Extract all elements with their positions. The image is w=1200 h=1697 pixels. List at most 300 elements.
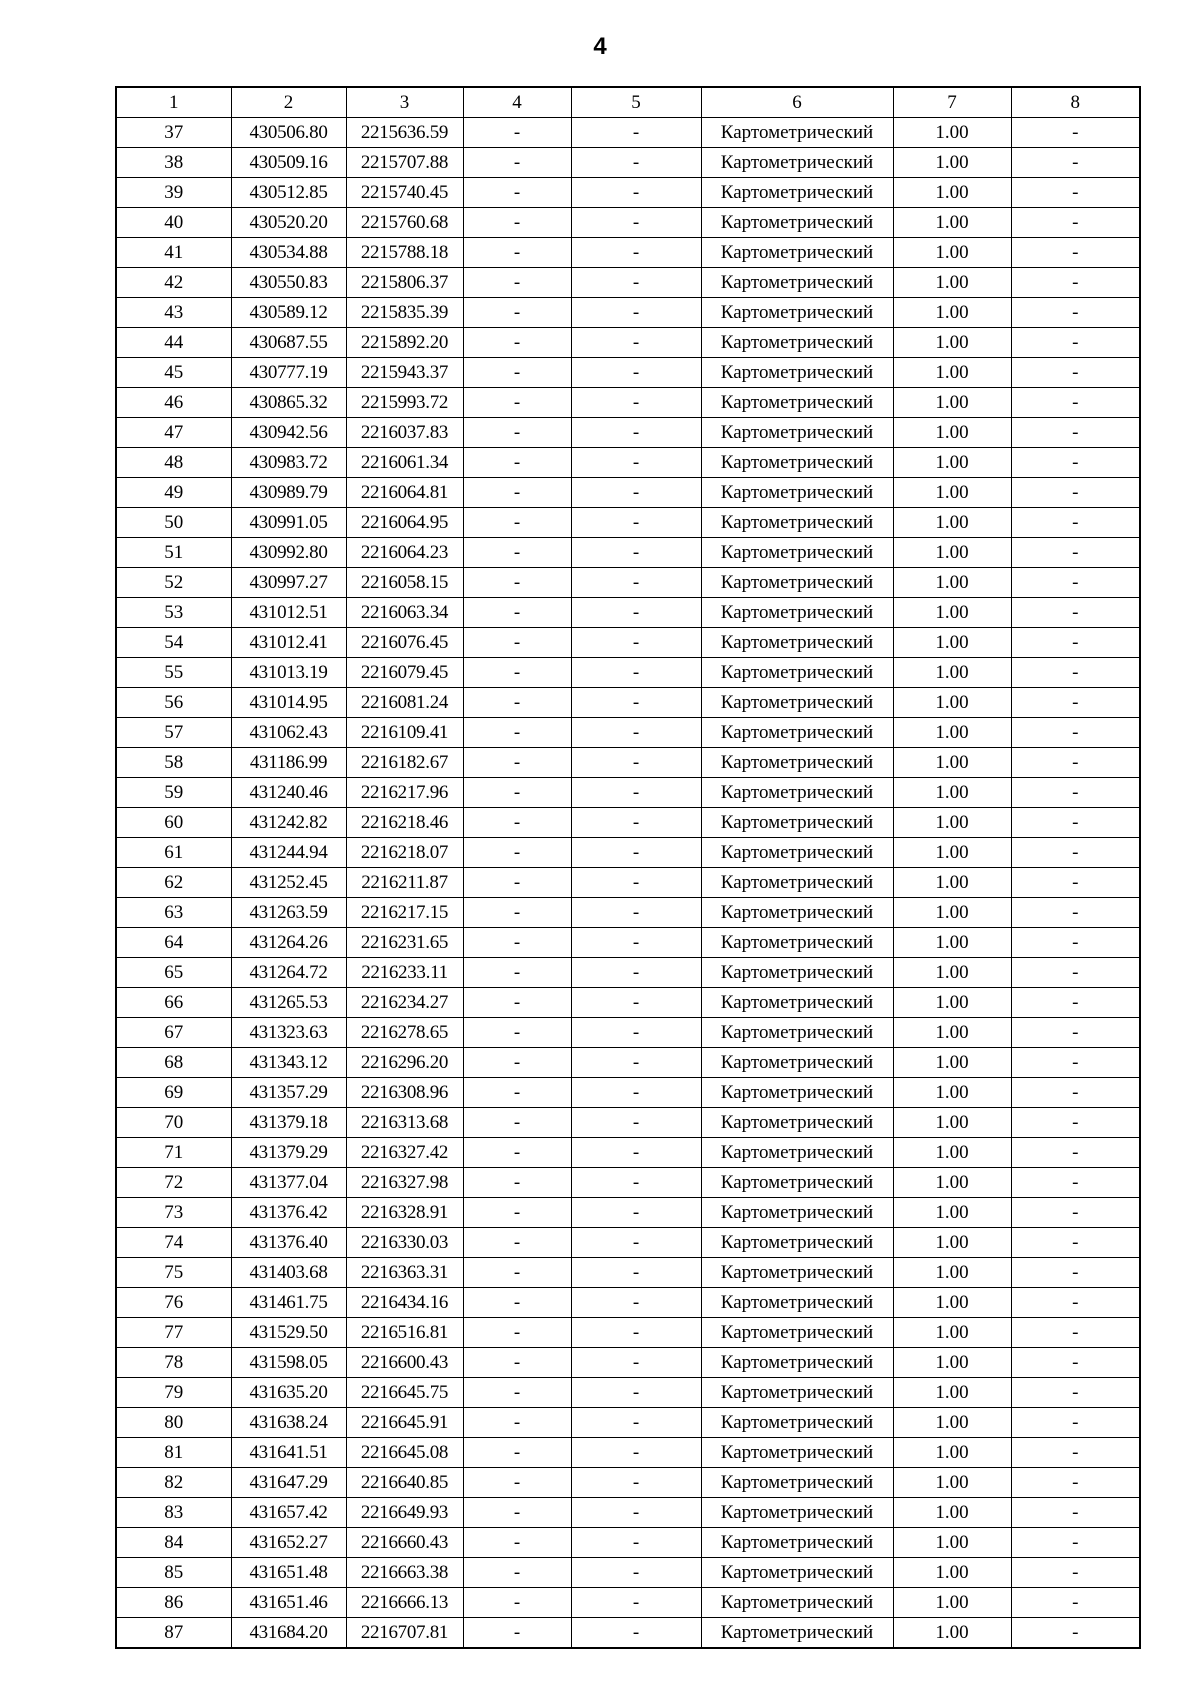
cell-col-8-value: - <box>1011 268 1140 298</box>
cell-point-number: 81 <box>116 1438 231 1468</box>
table-row <box>116 328 1140 358</box>
cell-coordinate-y: 2216234.27 <box>346 988 463 1018</box>
cell-method: Картометрический <box>701 508 893 538</box>
cell-coordinate-y: 2215740.45 <box>346 178 463 208</box>
cell-accuracy: 1.00 <box>893 1198 1011 1228</box>
cell-point-number: 56 <box>116 688 231 718</box>
cell-coordinate-y: 2216076.45 <box>346 628 463 658</box>
cell-col-4-value: - <box>463 538 571 568</box>
cell-col-4-value: - <box>463 1198 571 1228</box>
cell-col-5-value: - <box>571 1048 701 1078</box>
cell-coordinate-x: 431012.41 <box>231 628 346 658</box>
cell-point-number: 67 <box>116 1018 231 1048</box>
cell-method: Картометрический <box>701 718 893 748</box>
cell-coordinate-x: 431638.24 <box>231 1408 346 1438</box>
cell-col-4-value: - <box>463 508 571 538</box>
table-row <box>116 1558 1140 1588</box>
cell-col-8-value: - <box>1011 958 1140 988</box>
cell-accuracy: 1.00 <box>893 1438 1011 1468</box>
cell-col-8-value: - <box>1011 1498 1140 1528</box>
cell-accuracy: 1.00 <box>893 568 1011 598</box>
cell-col-4-value: - <box>463 1168 571 1198</box>
cell-col-4-value: - <box>463 1468 571 1498</box>
cell-coordinate-y: 2216081.24 <box>346 688 463 718</box>
cell-method: Картометрический <box>701 1408 893 1438</box>
cell-accuracy: 1.00 <box>893 1228 1011 1258</box>
cell-coordinate-x: 430512.85 <box>231 178 346 208</box>
cell-coordinate-y: 2215636.59 <box>346 118 463 148</box>
table-row <box>116 688 1140 718</box>
cell-col-4-value: - <box>463 1228 571 1258</box>
cell-method: Картометрический <box>701 1498 893 1528</box>
cell-col-4-value: - <box>463 328 571 358</box>
cell-coordinate-y: 2216296.20 <box>346 1048 463 1078</box>
cell-point-number: 77 <box>116 1318 231 1348</box>
cell-method: Картометрический <box>701 1378 893 1408</box>
cell-coordinate-x: 430991.05 <box>231 508 346 538</box>
cell-accuracy: 1.00 <box>893 448 1011 478</box>
cell-point-number: 75 <box>116 1258 231 1288</box>
cell-accuracy: 1.00 <box>893 1288 1011 1318</box>
cell-coordinate-x: 431598.05 <box>231 1348 346 1378</box>
cell-coordinate-x: 430942.56 <box>231 418 346 448</box>
cell-coordinate-x: 431376.40 <box>231 1228 346 1258</box>
cell-coordinate-y: 2216061.34 <box>346 448 463 478</box>
cell-col-4-value: - <box>463 988 571 1018</box>
cell-col-8-value: - <box>1011 388 1140 418</box>
cell-method: Картометрический <box>701 898 893 928</box>
cell-point-number: 51 <box>116 538 231 568</box>
cell-point-number: 52 <box>116 568 231 598</box>
cell-col-8-value: - <box>1011 628 1140 658</box>
cell-coordinate-x: 430777.19 <box>231 358 346 388</box>
cell-col-8-value: - <box>1011 1348 1140 1378</box>
cell-col-5-value: - <box>571 808 701 838</box>
cell-coordinate-y: 2216327.98 <box>346 1168 463 1198</box>
cell-col-8-value: - <box>1011 1378 1140 1408</box>
cell-method: Картометрический <box>701 1108 893 1138</box>
cell-col-8-value: - <box>1011 1108 1140 1138</box>
cell-col-4-value: - <box>463 178 571 208</box>
cell-accuracy: 1.00 <box>893 1378 1011 1408</box>
cell-coordinate-y: 2215892.20 <box>346 328 463 358</box>
cell-method: Картометрический <box>701 208 893 238</box>
cell-col-8-value: - <box>1011 1078 1140 1108</box>
cell-col-8-value: - <box>1011 1168 1140 1198</box>
cell-col-5-value: - <box>571 748 701 778</box>
cell-col-8-value: - <box>1011 118 1140 148</box>
cell-point-number: 38 <box>116 148 231 178</box>
cell-col-5-value: - <box>571 208 701 238</box>
cell-col-8-value: - <box>1011 418 1140 448</box>
cell-col-5-value: - <box>571 1468 701 1498</box>
cell-coordinate-x: 431265.53 <box>231 988 346 1018</box>
cell-point-number: 80 <box>116 1408 231 1438</box>
cell-col-5-value: - <box>571 1588 701 1618</box>
cell-col-4-value: - <box>463 718 571 748</box>
cell-point-number: 37 <box>116 118 231 148</box>
cell-coordinate-x: 431062.43 <box>231 718 346 748</box>
column-header-5: 5 <box>571 87 701 118</box>
cell-coordinate-x: 430687.55 <box>231 328 346 358</box>
cell-method: Картометрический <box>701 328 893 358</box>
table-row <box>116 178 1140 208</box>
table-row <box>116 388 1140 418</box>
cell-accuracy: 1.00 <box>893 1558 1011 1588</box>
cell-col-4-value: - <box>463 568 571 598</box>
cell-col-5-value: - <box>571 1288 701 1318</box>
cell-col-4-value: - <box>463 1438 571 1468</box>
cell-coordinate-x: 431323.63 <box>231 1018 346 1048</box>
cell-col-5-value: - <box>571 1438 701 1468</box>
cell-point-number: 60 <box>116 808 231 838</box>
table-row <box>116 778 1140 808</box>
cell-point-number: 53 <box>116 598 231 628</box>
cell-col-4-value: - <box>463 1408 571 1438</box>
cell-col-8-value: - <box>1011 778 1140 808</box>
cell-accuracy: 1.00 <box>893 358 1011 388</box>
cell-coordinate-y: 2216064.95 <box>346 508 463 538</box>
cell-coordinate-y: 2216037.83 <box>346 418 463 448</box>
cell-col-8-value: - <box>1011 1438 1140 1468</box>
cell-coordinate-y: 2216058.15 <box>346 568 463 598</box>
cell-method: Картометрический <box>701 118 893 148</box>
cell-point-number: 79 <box>116 1378 231 1408</box>
table-row <box>116 1138 1140 1168</box>
cell-col-5-value: - <box>571 148 701 178</box>
cell-coordinate-y: 2216308.96 <box>346 1078 463 1108</box>
cell-col-8-value: - <box>1011 598 1140 628</box>
column-header-8: 8 <box>1011 87 1140 118</box>
cell-coordinate-x: 431529.50 <box>231 1318 346 1348</box>
cell-coordinate-y: 2215835.39 <box>346 298 463 328</box>
cell-coordinate-x: 430989.79 <box>231 478 346 508</box>
cell-coordinate-y: 2216434.16 <box>346 1288 463 1318</box>
table-row <box>116 478 1140 508</box>
cell-coordinate-y: 2216278.65 <box>346 1018 463 1048</box>
cell-col-4-value: - <box>463 148 571 178</box>
cell-col-8-value: - <box>1011 448 1140 478</box>
cell-col-4-value: - <box>463 658 571 688</box>
cell-col-5-value: - <box>571 1228 701 1258</box>
cell-coordinate-x: 430509.16 <box>231 148 346 178</box>
cell-col-8-value: - <box>1011 898 1140 928</box>
cell-point-number: 76 <box>116 1288 231 1318</box>
cell-coordinate-x: 431379.18 <box>231 1108 346 1138</box>
cell-col-5-value: - <box>571 958 701 988</box>
cell-coordinate-x: 431244.94 <box>231 838 346 868</box>
cell-accuracy: 1.00 <box>893 538 1011 568</box>
cell-method: Картометрический <box>701 538 893 568</box>
cell-col-4-value: - <box>463 1558 571 1588</box>
cell-col-5-value: - <box>571 778 701 808</box>
cell-accuracy: 1.00 <box>893 958 1011 988</box>
cell-col-5-value: - <box>571 928 701 958</box>
cell-method: Картометрический <box>701 598 893 628</box>
table-row <box>116 448 1140 478</box>
cell-coordinate-y: 2216211.87 <box>346 868 463 898</box>
cell-coordinate-y: 2216666.13 <box>346 1588 463 1618</box>
table-row <box>116 1588 1140 1618</box>
cell-col-5-value: - <box>571 118 701 148</box>
cell-coordinate-x: 431252.45 <box>231 868 346 898</box>
cell-method: Картометрический <box>701 988 893 1018</box>
column-header-6: 6 <box>701 87 893 118</box>
cell-point-number: 55 <box>116 658 231 688</box>
cell-method: Картометрический <box>701 808 893 838</box>
cell-method: Картометрический <box>701 1138 893 1168</box>
cell-coordinate-x: 431242.82 <box>231 808 346 838</box>
cell-coordinate-x: 430865.32 <box>231 388 346 418</box>
coordinates-table <box>115 86 1141 1649</box>
cell-method: Картометрический <box>701 148 893 178</box>
cell-point-number: 39 <box>116 178 231 208</box>
cell-col-8-value: - <box>1011 238 1140 268</box>
cell-coordinate-x: 431013.19 <box>231 658 346 688</box>
cell-col-8-value: - <box>1011 928 1140 958</box>
cell-accuracy: 1.00 <box>893 898 1011 928</box>
cell-accuracy: 1.00 <box>893 988 1011 1018</box>
cell-accuracy: 1.00 <box>893 1618 1011 1649</box>
cell-coordinate-y: 2215806.37 <box>346 268 463 298</box>
cell-point-number: 40 <box>116 208 231 238</box>
table-row <box>116 868 1140 898</box>
cell-method: Картометрический <box>701 1198 893 1228</box>
cell-coordinate-y: 2216233.11 <box>346 958 463 988</box>
cell-col-4-value: - <box>463 868 571 898</box>
cell-coordinate-x: 431651.48 <box>231 1558 346 1588</box>
cell-col-4-value: - <box>463 1078 571 1108</box>
cell-accuracy: 1.00 <box>893 658 1011 688</box>
cell-coordinate-x: 430589.12 <box>231 298 346 328</box>
cell-coordinate-x: 431379.29 <box>231 1138 346 1168</box>
cell-col-5-value: - <box>571 1528 701 1558</box>
cell-coordinate-y: 2216064.23 <box>346 538 463 568</box>
cell-accuracy: 1.00 <box>893 838 1011 868</box>
cell-col-5-value: - <box>571 418 701 448</box>
table-row <box>116 1288 1140 1318</box>
cell-accuracy: 1.00 <box>893 238 1011 268</box>
table-row <box>116 958 1140 988</box>
cell-col-4-value: - <box>463 808 571 838</box>
cell-method: Картометрический <box>701 1078 893 1108</box>
cell-accuracy: 1.00 <box>893 1468 1011 1498</box>
cell-col-5-value: - <box>571 718 701 748</box>
cell-point-number: 61 <box>116 838 231 868</box>
cell-accuracy: 1.00 <box>893 1258 1011 1288</box>
cell-col-8-value: - <box>1011 1288 1140 1318</box>
table-row <box>116 1468 1140 1498</box>
cell-accuracy: 1.00 <box>893 1048 1011 1078</box>
cell-accuracy: 1.00 <box>893 748 1011 778</box>
table-row <box>116 1258 1140 1288</box>
cell-coordinate-x: 431647.29 <box>231 1468 346 1498</box>
column-header-1: 1 <box>116 87 231 118</box>
cell-coordinate-x: 431657.42 <box>231 1498 346 1528</box>
cell-accuracy: 1.00 <box>893 148 1011 178</box>
cell-col-8-value: - <box>1011 508 1140 538</box>
cell-col-8-value: - <box>1011 838 1140 868</box>
table-row <box>116 148 1140 178</box>
cell-coordinate-x: 431264.72 <box>231 958 346 988</box>
cell-method: Картометрический <box>701 238 893 268</box>
cell-method: Картометрический <box>701 748 893 778</box>
page-number: 4 <box>593 33 607 60</box>
cell-point-number: 68 <box>116 1048 231 1078</box>
cell-col-8-value: - <box>1011 688 1140 718</box>
cell-col-4-value: - <box>463 1138 571 1168</box>
cell-coordinate-x: 430997.27 <box>231 568 346 598</box>
cell-col-4-value: - <box>463 1288 571 1318</box>
cell-method: Картометрический <box>701 268 893 298</box>
cell-coordinate-x: 431263.59 <box>231 898 346 928</box>
cell-coordinate-y: 2216660.43 <box>346 1528 463 1558</box>
cell-point-number: 42 <box>116 268 231 298</box>
cell-coordinate-y: 2216079.45 <box>346 658 463 688</box>
cell-accuracy: 1.00 <box>893 928 1011 958</box>
cell-method: Картометрический <box>701 868 893 898</box>
table-row <box>116 1498 1140 1528</box>
cell-method: Картометрический <box>701 418 893 448</box>
cell-method: Картометрический <box>701 358 893 388</box>
cell-col-5-value: - <box>571 1198 701 1228</box>
cell-accuracy: 1.00 <box>893 508 1011 538</box>
cell-point-number: 45 <box>116 358 231 388</box>
cell-col-4-value: - <box>463 598 571 628</box>
cell-point-number: 71 <box>116 1138 231 1168</box>
cell-method: Картометрический <box>701 448 893 478</box>
cell-accuracy: 1.00 <box>893 1498 1011 1528</box>
cell-coordinate-y: 2215760.68 <box>346 208 463 238</box>
cell-coordinate-x: 431357.29 <box>231 1078 346 1108</box>
table-row <box>116 118 1140 148</box>
cell-method: Картометрический <box>701 1288 893 1318</box>
cell-point-number: 84 <box>116 1528 231 1558</box>
cell-coordinate-y: 2216218.07 <box>346 838 463 868</box>
cell-point-number: 78 <box>116 1348 231 1378</box>
cell-coordinate-x: 430550.83 <box>231 268 346 298</box>
table-row <box>116 1438 1140 1468</box>
cell-col-5-value: - <box>571 628 701 658</box>
cell-method: Картометрический <box>701 688 893 718</box>
cell-col-4-value: - <box>463 208 571 238</box>
cell-point-number: 70 <box>116 1108 231 1138</box>
cell-point-number: 47 <box>116 418 231 448</box>
cell-point-number: 86 <box>116 1588 231 1618</box>
cell-coordinate-x: 431343.12 <box>231 1048 346 1078</box>
table-row <box>116 598 1140 628</box>
cell-col-8-value: - <box>1011 1318 1140 1348</box>
cell-coordinate-x: 431641.51 <box>231 1438 346 1468</box>
cell-point-number: 72 <box>116 1168 231 1198</box>
cell-col-5-value: - <box>571 1018 701 1048</box>
cell-col-8-value: - <box>1011 1528 1140 1558</box>
cell-col-5-value: - <box>571 898 701 928</box>
cell-coordinate-y: 2216217.15 <box>346 898 463 928</box>
table-row <box>116 928 1140 958</box>
cell-col-4-value: - <box>463 268 571 298</box>
column-header-3: 3 <box>346 87 463 118</box>
table-row <box>116 1348 1140 1378</box>
cell-point-number: 46 <box>116 388 231 418</box>
cell-method: Картометрический <box>701 178 893 208</box>
cell-point-number: 87 <box>116 1618 231 1649</box>
table-row <box>116 748 1140 778</box>
cell-coordinate-y: 2216645.75 <box>346 1378 463 1408</box>
table-row <box>116 568 1140 598</box>
table-row <box>116 658 1140 688</box>
table-row <box>116 1618 1140 1649</box>
table-row <box>116 628 1140 658</box>
table-row <box>116 1378 1140 1408</box>
cell-coordinate-x: 431264.26 <box>231 928 346 958</box>
cell-col-8-value: - <box>1011 658 1140 688</box>
table-row <box>116 838 1140 868</box>
cell-point-number: 73 <box>116 1198 231 1228</box>
cell-point-number: 54 <box>116 628 231 658</box>
cell-method: Картометрический <box>701 568 893 598</box>
cell-col-5-value: - <box>571 508 701 538</box>
cell-method: Картометрический <box>701 1258 893 1288</box>
cell-coordinate-x: 431377.04 <box>231 1168 346 1198</box>
table-row <box>116 238 1140 268</box>
cell-method: Картометрический <box>701 1438 893 1468</box>
cell-col-8-value: - <box>1011 358 1140 388</box>
cell-method: Картометрический <box>701 1588 893 1618</box>
cell-col-5-value: - <box>571 1498 701 1528</box>
cell-accuracy: 1.00 <box>893 1588 1011 1618</box>
cell-col-5-value: - <box>571 268 701 298</box>
table-row <box>116 358 1140 388</box>
cell-col-5-value: - <box>571 328 701 358</box>
cell-coordinate-y: 2216707.81 <box>346 1618 463 1649</box>
table-row <box>116 898 1140 928</box>
table-row <box>116 1528 1140 1558</box>
cell-coordinate-y: 2216330.03 <box>346 1228 463 1258</box>
cell-method: Картометрический <box>701 658 893 688</box>
cell-coordinate-x: 431461.75 <box>231 1288 346 1318</box>
cell-accuracy: 1.00 <box>893 718 1011 748</box>
cell-method: Картометрический <box>701 298 893 328</box>
table-row <box>116 1228 1140 1258</box>
cell-col-4-value: - <box>463 1618 571 1649</box>
cell-col-4-value: - <box>463 448 571 478</box>
cell-coordinate-y: 2216217.96 <box>346 778 463 808</box>
cell-col-5-value: - <box>571 1558 701 1588</box>
cell-coordinate-y: 2216064.81 <box>346 478 463 508</box>
cell-coordinate-y: 2216218.46 <box>346 808 463 838</box>
cell-col-8-value: - <box>1011 988 1140 1018</box>
cell-col-4-value: - <box>463 928 571 958</box>
cell-method: Картометрический <box>701 1318 893 1348</box>
cell-col-8-value: - <box>1011 808 1140 838</box>
cell-coordinate-y: 2216640.85 <box>346 1468 463 1498</box>
cell-method: Картометрический <box>701 1048 893 1078</box>
cell-method: Картометрический <box>701 628 893 658</box>
table-row <box>116 1078 1140 1108</box>
cell-point-number: 63 <box>116 898 231 928</box>
cell-coordinate-y: 2216182.67 <box>346 748 463 778</box>
cell-col-8-value: - <box>1011 1018 1140 1048</box>
table-row <box>116 1048 1140 1078</box>
cell-point-number: 41 <box>116 238 231 268</box>
cell-col-5-value: - <box>571 358 701 388</box>
cell-col-4-value: - <box>463 1318 571 1348</box>
table-row <box>116 808 1140 838</box>
table-row <box>116 1018 1140 1048</box>
cell-col-4-value: - <box>463 1108 571 1138</box>
column-header-7: 7 <box>893 87 1011 118</box>
